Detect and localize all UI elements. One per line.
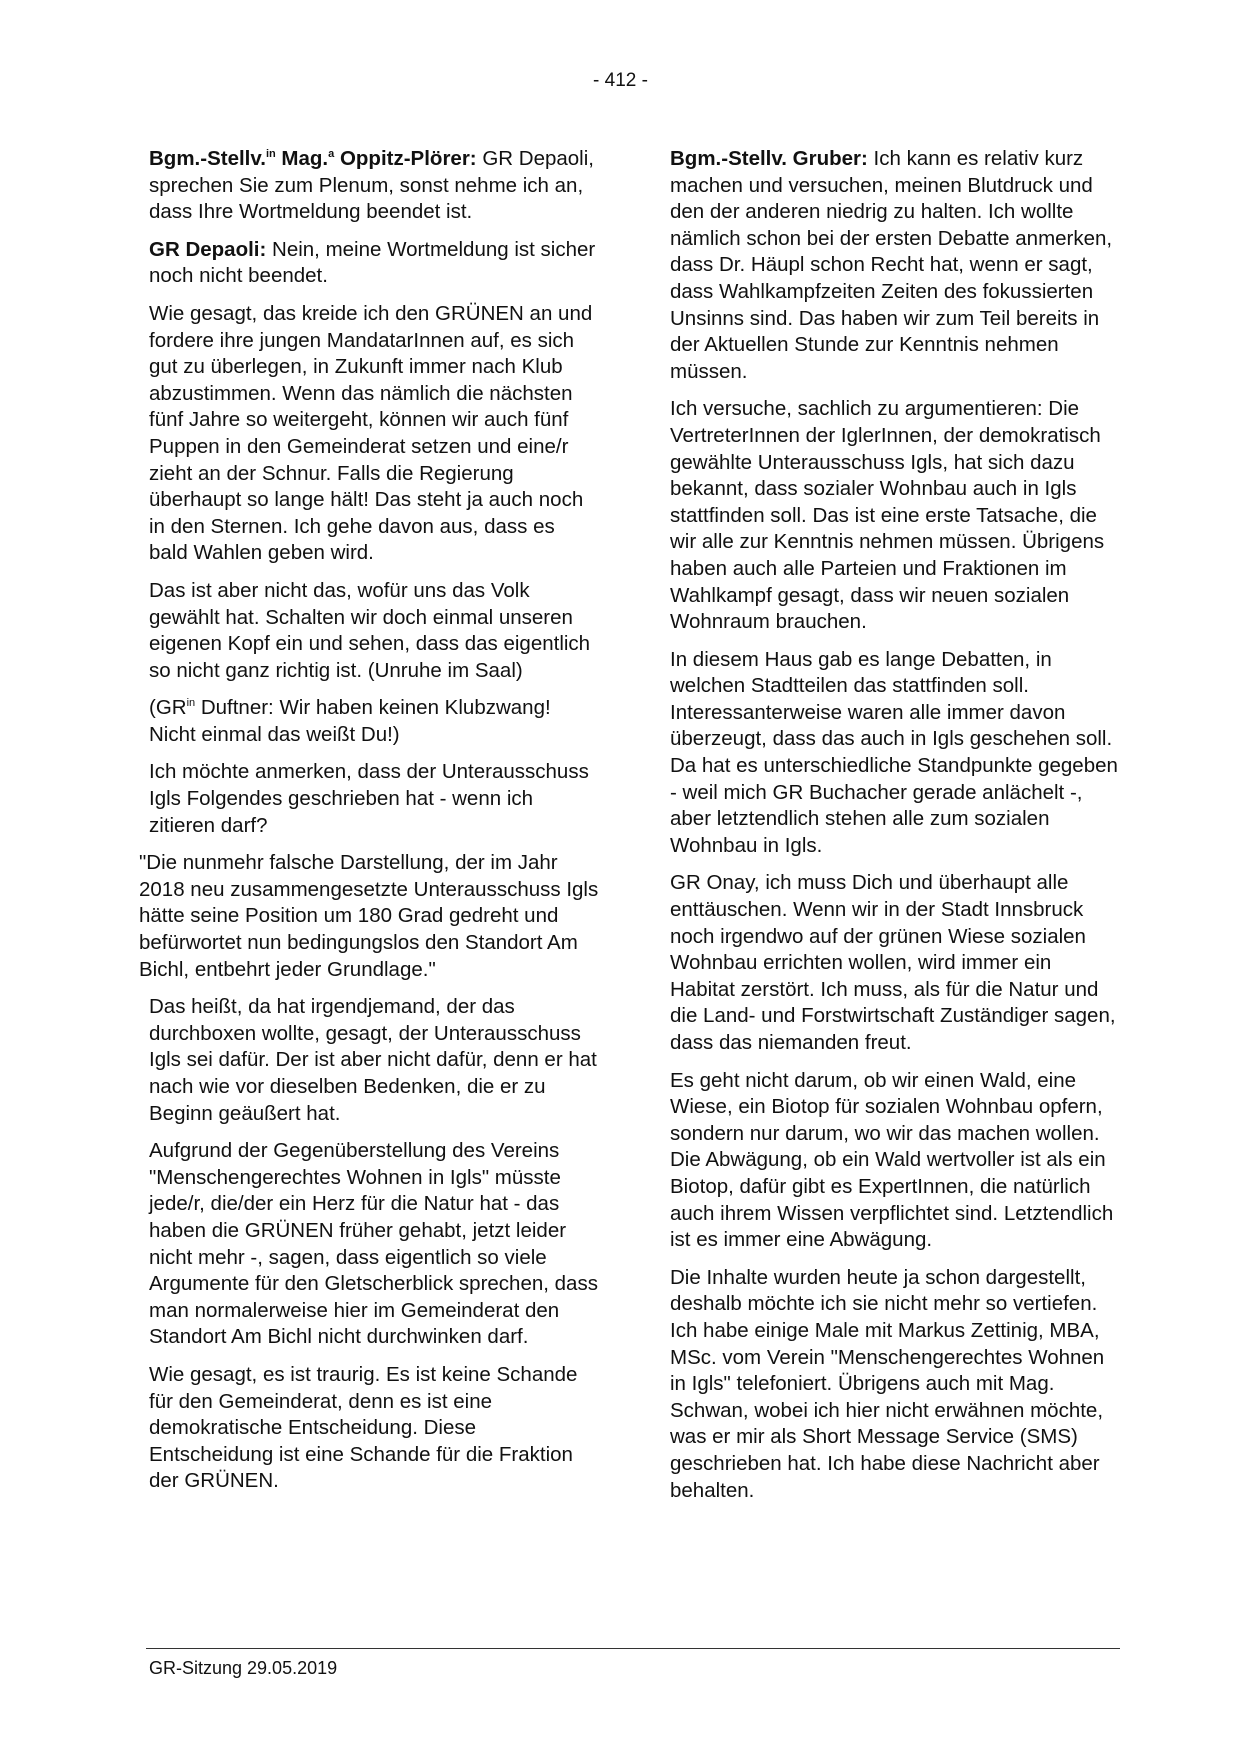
- right-column: [670, 146, 1120, 1515]
- quotation: "Die nunmehr falsche Darstellung, der im Jahr 2018 neu zusammengesetzte Unterausschuss Igls hätte seine Position um 180 Grad gedreht und befürwortet nun bedingungslos den Standort Am Bichl, entbehrt jeder Grundlage.": [139, 851, 599, 981]
- paragraph: Ich versuche, sachlich zu argumentieren: Die VertreterInnen der IglerInnen, der demokratisch gewählte Unterausschuss Igls, hat sich dazu bekannt, dass sozialer Wohnbau auch in Igls stattfinden soll. Das ist eine erste Tatsache, die wir alle zur Kenntnis nehmen müssen. Übrigens haben auch alle Parteien und Fraktionen im Wahlkampf gesagt, dass wir neuen sozialen Wohnraum brauchen.: [670, 397, 1105, 634]
- speaker-superscript: in: [186, 697, 196, 710]
- paragraph: Das ist aber nicht das, wofür uns das Volk gewählt hat. Schalten wir doch einmal unseren eigenen Kopf ein und sehen, dass das eigentlich so nicht ganz richtig ist. (Unruhe im Saal): [149, 578, 591, 682]
- speaker-name: [149, 147, 477, 170]
- page-number: - 412 -: [593, 70, 648, 91]
- interjection-open: (GR: [149, 696, 187, 720]
- speaker-superscript: in: [265, 148, 276, 161]
- paragraph-text: Nein, meine Wortmeldung ist sicher noch nicht beendet.: [149, 237, 596, 288]
- paragraph: In diesem Haus gab es lange Debatten, in welchen Stadtteilen das stattfinden soll. Interessanterweise waren alle immer davon überzeugt, dass das auch in Igls geschehen soll. Da hat es unterschiedliche Standpunkte gegeben - weil mich GR Buchacher gerade anlächelt -, aber letztendlich stehen alle zum sozialen Wohnbau in Igls.: [670, 647, 1118, 857]
- paragraph-text: GR Depaoli, sprechen Sie zum Plenum, sonst nehme ich an, dass Ihre Wortmeldung beendet ist.: [149, 147, 594, 224]
- speaker-name: Bgm.-Stellv. Gruber:: [670, 147, 868, 170]
- interjection: [149, 695, 599, 748]
- interjection-text: Duftner: Wir haben keinen Klubzwang! Nicht einmal das weißt Du!): [149, 696, 551, 746]
- paragraph: Es geht nicht darum, ob wir einen Wald, eine Wiese, ein Biotop für sozialen Wohnbau opfern, sondern nur darum, wo wir das machen wollen. Die Abwägung, ob ein Wald wertvoller ist als ein Biotop, dafür gibt es ExpertInnen, die natürlich auch ihrem Wissen verpflichtet sind. Letztendlich ist es immer eine Abwägung.: [670, 1068, 1114, 1252]
- paragraph: Wie gesagt, es ist traurig. Es ist keine Schande für den Gemeinderat, denn es ist eine demokratische Entscheidung. Diese Entscheidung ist eine Schande für die Fraktion der GRÜNEN.: [149, 1362, 578, 1493]
- speaker-title: Mag.: [275, 147, 329, 170]
- paragraph: Aufgrund der Gegenüberstellung des Vereins "Menschengerechtes Wohnen in Igls" müsste jede/r, die/der ein Herz für die Natur hat - das haben die GRÜNEN früher gehabt, jetzt leider nicht mehr -, sagen, dass eigentlich so viele Argumente für den Gletscherblick sprechen, dass man normalerweise hier im Gemeinderat den Standort Am Bichl nicht durchwinken darf.: [149, 1139, 598, 1349]
- speaker-title: Bgm.-Stellv.: [149, 147, 266, 170]
- paragraph: [149, 237, 599, 290]
- paragraph: GR Onay, ich muss Dich und überhaupt alle enttäuschen. Wenn wir in der Stadt Innsbruck noch irgendwo auf der grünen Wiese sozialen Wohnbau errichten wollen, wird immer ein Habitat zerstört. Ich muss, als für die Natur und die Land- und Forstwirtschaft Zuständiger sagen, dass das niemanden freut.: [670, 871, 1116, 1054]
- paragraph: Die Inhalte wurden heute ja schon dargestellt, deshalb möchte ich sie nicht mehr so vertiefen. Ich habe einige Male mit Markus Zettinig, MBA, MSc. vom Verein "Menschengerechtes Wohnen in Igls" telefoniert. Übrigens auch mit Mag. Schwan, wobei ich hier nicht erwähnen möchte, was er mir als Short Message Service (SMS) geschrieben hat. Ich habe diese Nachricht aber behalten.: [670, 1265, 1105, 1502]
- paragraph: [670, 146, 1120, 385]
- paragraph: Das heißt, da hat irgendjemand, der das durchboxen wollte, gesagt, der Unterausschuss Igls sei dafür. Der ist aber nicht dafür, denn er hat nach wie vor dieselben Bedenken, die er zu Beginn geäußert hat.: [149, 995, 597, 1125]
- paragraph: Ich möchte anmerken, dass der Unterausschuss Igls Folgendes geschrieben hat - wenn ich zitieren darf?: [149, 760, 589, 837]
- paragraph-text: Ich kann es relativ kurz machen und versuchen, meinen Blutdruck und den der anderen niedrig zu halten. Ich wollte nämlich schon bei der ersten Debatte anmerken, dass Dr. Häupl schon Recht hat, wenn er sagt, dass Wahlkampfzeiten Zeiten des fokussierten Unsinns sind. Das haben wir zum Teil bereits in der Aktuellen Stunde zur Kenntnis nehmen müssen.: [670, 147, 1113, 383]
- footer-text: GR-Sitzung 29.05.2019: [149, 1658, 338, 1678]
- speaker-name: GR Depaoli:: [149, 237, 267, 261]
- speaker-superscript: a: [328, 148, 335, 161]
- left-column: [139, 146, 599, 1506]
- paragraph: Wie gesagt, das kreide ich den GRÜNEN an und fordere ihre jungen MandatarInnen auf, es sich gut zu überlegen, in Zukunft immer nach Klub abzustimmen. Wenn das nämlich die nächsten fünf Jahre so weitergeht, können wir auch fünf Puppen in den Gemeinderat setzen und eine/r zieht an der Schnur. Falls die Regierung überhaupt so lange hält! Das steht ja auch noch in den Sternen. Ich gehe davon aus, dass es bald Wahlen geben wird.: [149, 301, 593, 565]
- speaker-surname: Oppitz-Plörer:: [334, 147, 477, 170]
- paragraph: [149, 146, 599, 226]
- footer-divider: [146, 1648, 1120, 1649]
